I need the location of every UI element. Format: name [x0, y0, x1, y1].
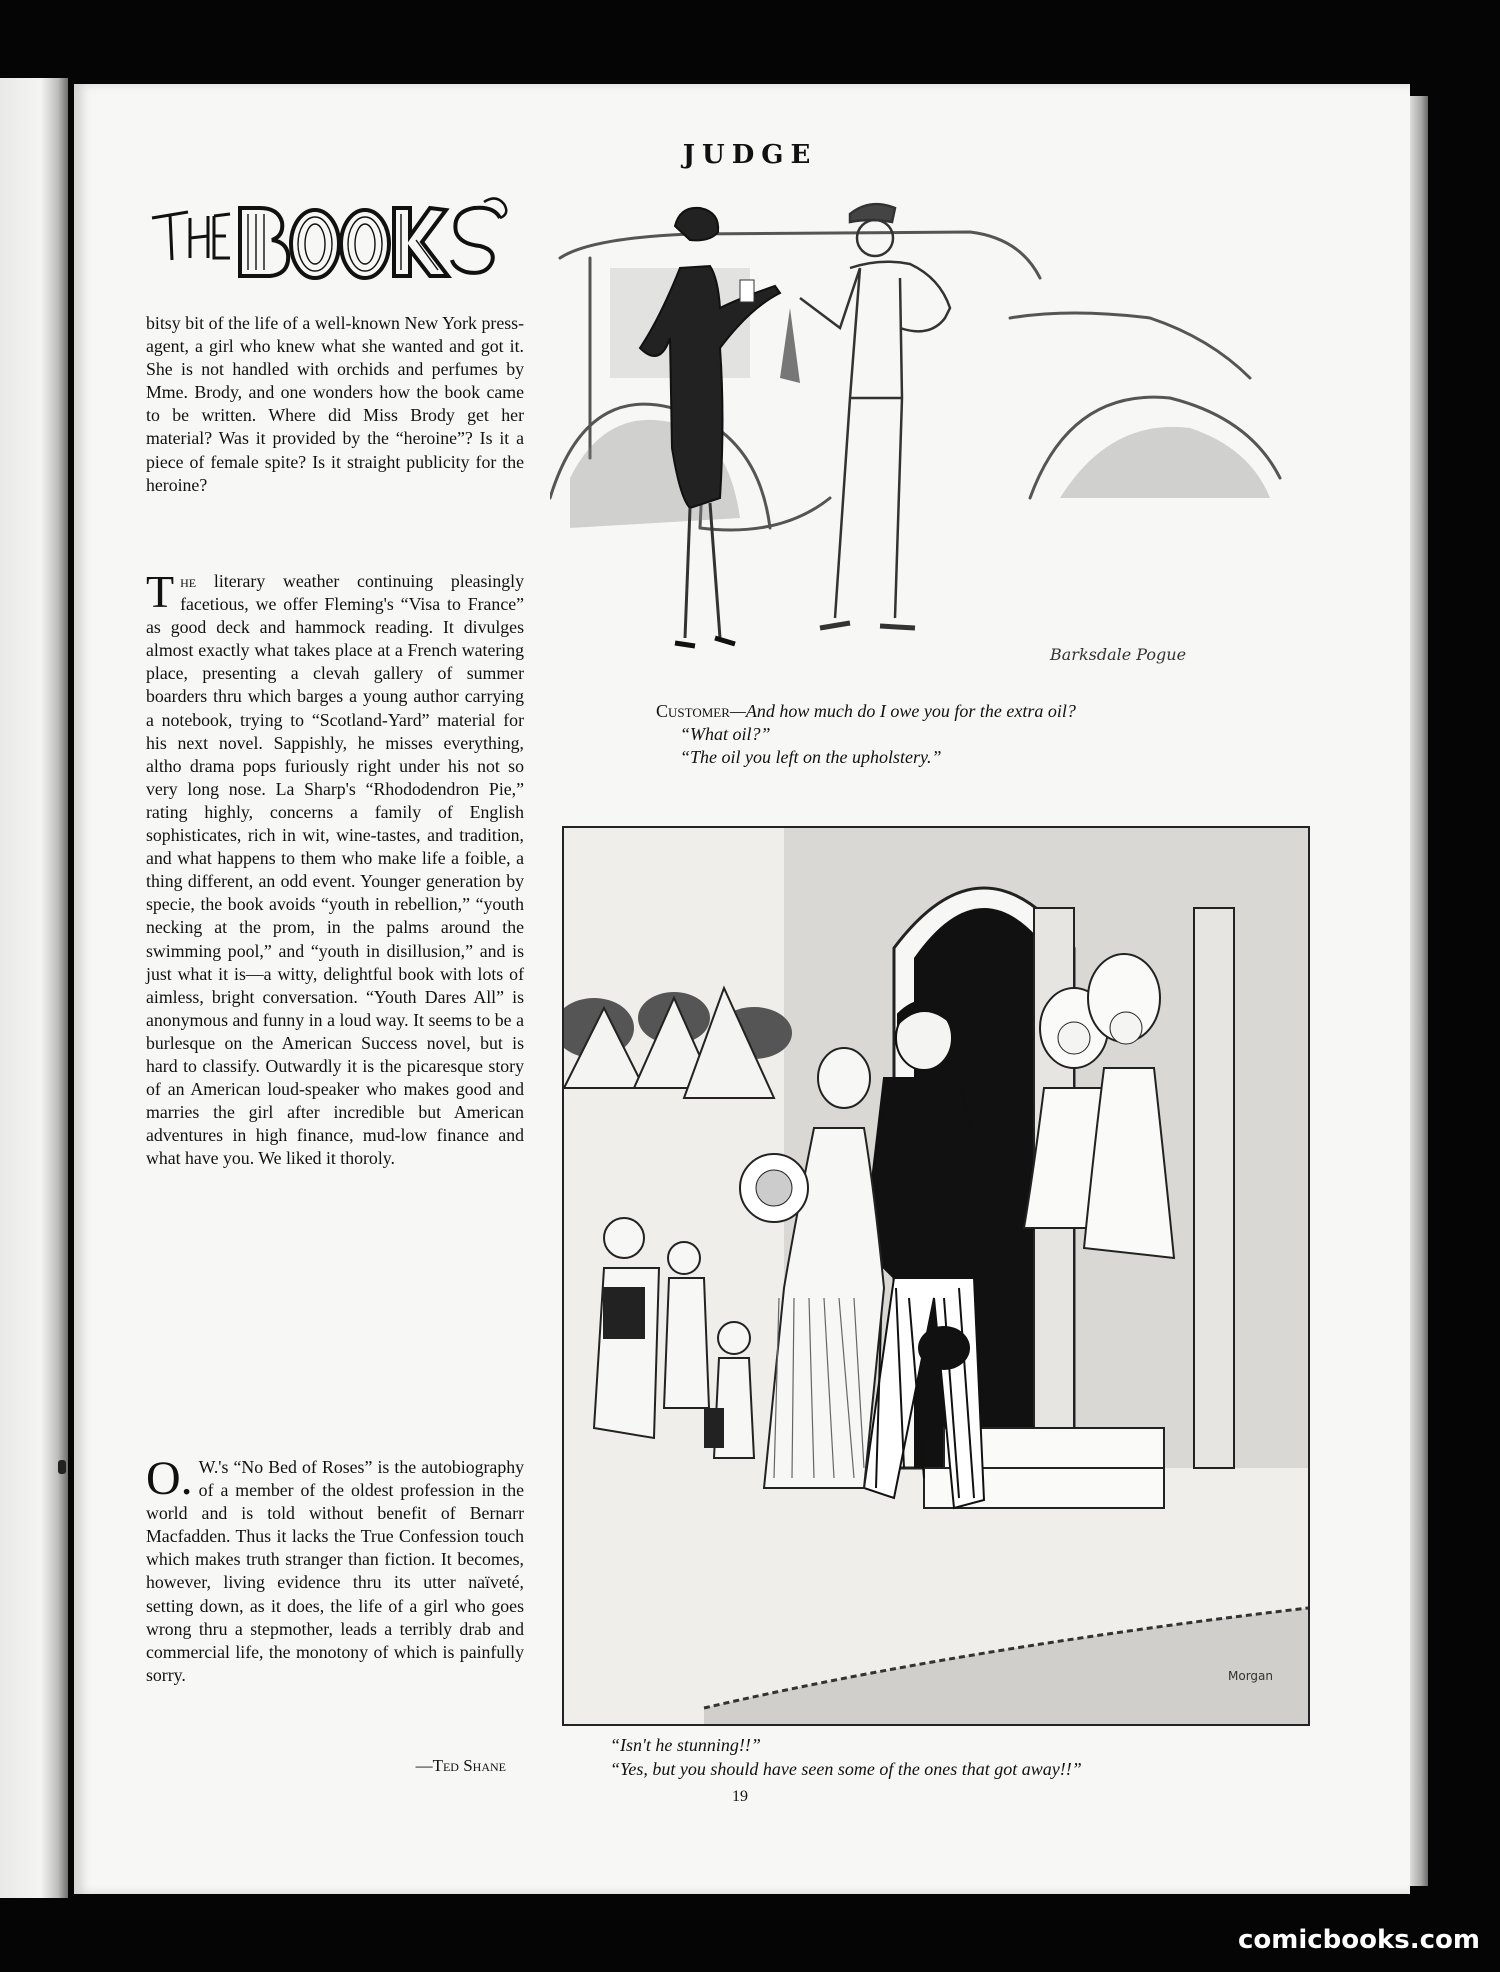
paragraph-text: W.'s “No Bed of Roses” is the autobiography of a member of the oldest profession in the world and is told without benefit of Bernarr Macfadden. Thus it lacks the True Confession touch which makes truth stranger than fiction. It becomes, however, living evidence thru its utter naïveté, setting down, as it does, the life of a girl who goes wrong thru a stepmother, leads a terribly drab and commercial life, the monotony of which is painfully sorry.: [146, 1457, 524, 1685]
cartoon-frame-wedding: [562, 826, 1310, 1726]
cartoon-illustration-garage: [550, 198, 1290, 678]
paragraph-text: literary weather continuing pleasingly facetious, we offer Fleming's “Visa to France” as good deck and hammock reading. It divulges almost exactly what takes place at a French watering place, presenting a clevah gallery of summer boarders thru which barges a young author carrying a notebook, trying to “Scotland-Yard” material for his next novel. Sappishly, he misses everything, altho drama pops furiously right under his not so very long nose. La Sharp's “Rhododendron Pie,” rating highly, concerns a family of English sophisticates, rich in wit, wine-tastes, and tradition, and what happens to them who make life a foible, a thing different, an odd event. Younger generation by specie, the book avoids “youth in rebellion,” “youth necking at the prom, in the palms around the swimming pool,” and “youth in disillusion,” and is just what it is—a witty, delightful book with lots of aimless, bright conversation. “Youth Dares All” is anonymous and funny in a loud way. It seems to be a burlesque on the American Success novel, but is hard to classify. Outwardly it is the picaresque story of an American loud-speaker who makes good and marries the girl after incredible but American adventures in high finance, mud-low finance and what have you. We liked it thoroly.: [146, 571, 524, 1169]
caption-line: “The oil you left on the upholstery.”: [680, 747, 942, 767]
article-paragraph-2: [146, 566, 524, 1170]
site-watermark: comicbooks.com: [1237, 1925, 1480, 1955]
drop-cap: O.: [146, 1452, 193, 1505]
page-stack-edge: [1410, 96, 1428, 1886]
small-caps-lead: he: [180, 571, 197, 591]
cartoon-signature: Morgan: [1228, 1669, 1273, 1683]
masthead: JUDGE: [682, 140, 818, 170]
previous-page-edge: [0, 78, 68, 1898]
article-byline: —Ted Shane: [415, 1756, 506, 1775]
cartoon-illustration-wedding: [564, 828, 1308, 1724]
cartoon-caption-wedding: [610, 1733, 1310, 1781]
books-section-logo: [148, 196, 518, 286]
caption-speaker: Customer: [656, 701, 730, 721]
article-paragraph-3: [146, 1452, 524, 1687]
cartoon-caption-garage: [656, 700, 1276, 769]
article-paragraph-1: [146, 312, 524, 497]
caption-line: “What oil?”: [680, 724, 771, 744]
binding-mark: [58, 1460, 66, 1474]
caption-line: —And how much do I owe you for the extra oil?: [729, 701, 1076, 721]
drop-cap: T: [146, 566, 175, 617]
caption-line: “Yes, but you should have seen some of the ones that got away!!”: [610, 1759, 1082, 1779]
caption-line: “Isn't he stunning!!”: [610, 1735, 761, 1755]
cartoon-signature: Barksdale Pogue: [1050, 645, 1187, 664]
page-number: 19: [732, 1788, 748, 1805]
paragraph-text: bitsy bit of the life of a well-known New York press-agent, a girl who knew what she wanted and got it. She is not handled with orchids and perfumes by Mme. Brody, and one wonders how the book came to be written. Where did Miss Brody get her material? Was it provided by the “heroine”? Is it a piece of female spite? Is it straight publicity for the heroine?: [146, 313, 524, 495]
